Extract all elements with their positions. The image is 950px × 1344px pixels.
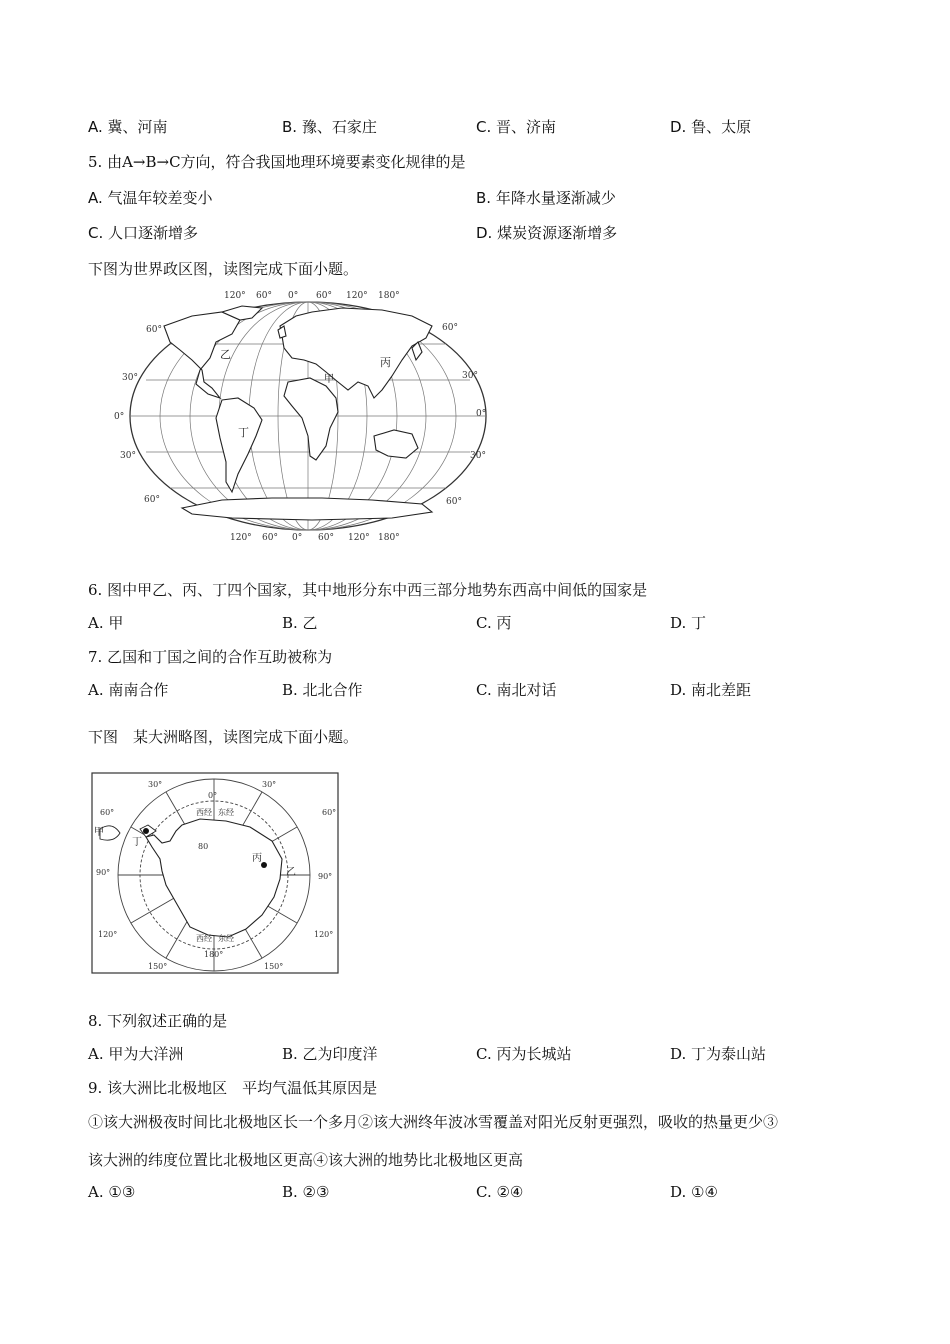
q9-statements-line2: 该大洲的纬度位置比北极地区更高④该大洲的地势比北极地区更高 [88,1151,524,1169]
q9-option-b: B. ②③ [282,1183,330,1201]
q6-option-d: D. 丁 [670,614,707,632]
q8-option-b: B. 乙为印度洋 [282,1045,378,1063]
polar-label-jia: 甲 [94,827,104,838]
polar-degree: 30° [148,780,163,789]
q5-stem: 5. 由A→B→C方向，符合我国地理环境要素变化规律的是 [88,153,466,171]
q4-option-b: B. 豫、石家庄 [282,118,377,136]
polar-inner-label: 西经 [196,808,212,817]
world-bottom-tick: 180° [378,533,400,543]
world-label-yi: 乙 [220,348,231,361]
world-top-tick: 120° [224,291,246,301]
q4-option-d: D. 鲁、太原 [670,118,752,136]
q9-option-d: D. ①④ [670,1183,718,1201]
world-bottom-tick: 60° [262,533,278,543]
world-bottom-tick: 60° [318,533,334,543]
q8-stem: 8. 下列叙述正确的是 [88,1012,228,1030]
polar-inner-label: 西经 [196,934,212,943]
polar-degree: 120° [98,930,118,939]
polar-degree: 90° [318,872,333,881]
q5-option-c: C. 人口逐渐增多 [88,224,199,242]
world-left-tick: 0° [114,412,125,422]
world-bottom-tick: 120° [230,533,252,543]
q8-option-a: A. 甲为大洋洲 [88,1045,184,1063]
polar-degree: 150° [148,962,168,971]
polar-degree: 0° [208,791,218,800]
q6-option-c: C. 丙 [476,614,512,632]
world-label-ding: 丁 [238,426,249,439]
q7-option-b: B. 北北合作 [282,681,363,699]
continent-map-intro: 下图 某大洲略图，读图完成下面小题。 [88,728,359,746]
q5-option-b: B. 年降水量逐渐减少 [476,189,616,207]
antarctica-polar-map [90,771,340,975]
polar-label-yi: 乙 [286,867,296,878]
polar-degree: 30° [262,780,277,789]
polar-degree: 90° [96,868,111,877]
world-label-jia: 甲 [324,374,334,385]
polar-degree: 180° [204,950,224,959]
world-right-tick: 30° [470,451,486,461]
q8-option-d: D. 丁为泰山站 [670,1045,767,1063]
polar-degree: 120° [314,930,334,939]
world-left-tick: 60° [146,325,162,335]
world-right-tick: 0° [476,409,487,419]
polar-label-ding: 丁 [132,837,142,848]
q5-option-d: D. 煤炭资源逐渐增多 [476,224,618,242]
q7-option-c: C. 南北对话 [476,681,557,699]
world-right-tick: 30° [462,371,478,381]
world-map-intro: 下图为世界政区图，读图完成下面小题。 [88,260,359,278]
polar-inner-label: 80 [198,842,209,851]
q5-option-a: A. 气温年较差变小 [88,189,213,207]
q6-option-a: A. 甲 [88,614,124,632]
world-political-map [112,286,508,556]
polar-degree: 60° [100,808,115,817]
polar-inner-label: 东经 [218,808,234,817]
q7-option-d: D. 南北差距 [670,681,752,699]
q9-option-c: C. ②④ [476,1183,524,1201]
q7-option-a: A. 南南合作 [88,681,169,699]
q9-option-a: A. ①③ [88,1183,136,1201]
polar-label-bing: 丙 [252,853,262,864]
world-top-tick: 120° [346,291,368,301]
q6-option-b: B. 乙 [282,614,318,632]
q9-stem: 9. 该大洲比北极地区 平均气温低其原因是 [88,1079,378,1097]
q4-option-c: C. 晋、济南 [476,118,557,136]
world-right-tick: 60° [446,497,462,507]
world-left-tick: 60° [144,495,160,505]
world-bottom-tick: 120° [348,533,370,543]
world-bottom-tick: 0° [292,533,303,543]
q4-option-a: A. 冀、河南 [88,118,168,136]
q9-statements-line1: ①该大洲极夜时间比北极地区长一个多月②该大洲终年波冰雪覆盖对阳光反射更强烈，吸收的热量更少③ [88,1113,779,1131]
world-top-tick: 180° [378,291,400,301]
q6-stem: 6. 图中甲乙、丙、丁四个国家，其中地形分东中西三部分地势东西高中间低的国家是 [88,581,648,599]
world-label-bing: 丙 [380,356,391,369]
world-top-tick: 60° [256,291,272,301]
q8-option-c: C. 丙为长城站 [476,1045,572,1063]
polar-degree: 60° [322,808,337,817]
world-left-tick: 30° [122,373,138,383]
world-top-tick: 60° [316,291,332,301]
polar-inner-label: 东经 [218,934,234,943]
polar-degree: 150° [264,962,284,971]
world-right-tick: 60° [442,323,458,333]
q7-stem: 7. 乙国和丁国之间的合作互助被称为 [88,648,333,666]
world-left-tick: 30° [120,451,136,461]
world-top-tick: 0° [288,291,299,301]
